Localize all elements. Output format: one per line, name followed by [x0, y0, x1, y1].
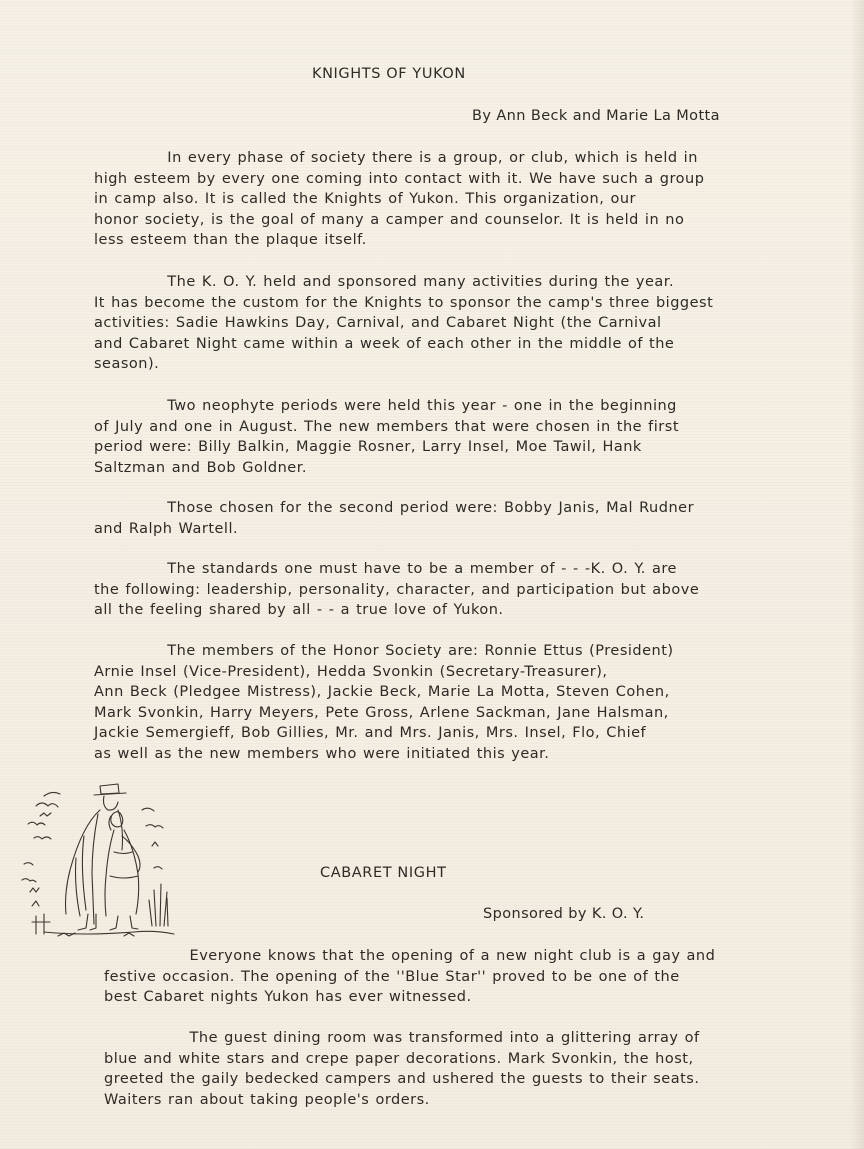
page-edge-shadow: [850, 0, 864, 1149]
paragraph-intro: In every phase of society there is a group, or club, which is held in high esteem by every one coming into contact with it. We have such a group in camp also. It is called the Knights of Yukon. This organization, our honor society, is the goal of many a camper and counselor. It is held in no less esteem than the plaque itself.: [94, 150, 705, 248]
paragraph-activities: The K. O. Y. held and sponsored many activities during the year. It has become the custom for the Knights to sponsor the camp's three biggest activities: Sadie Hawkins Day, Carnival, and Cabaret Night (the Carnival and Cabaret Night came within a week of each other in the middle of the season).: [94, 274, 714, 372]
article-title: KNIGHTS OF YUKON: [312, 66, 466, 82]
paragraph-cabaret-decor: The guest dining room was transformed into a glittering array of blue and white stars and crepe paper decorations. Mark Svonkin, the host, greeted the gaily bedecked campers and ushered the guests to their seats. Waiters ran about taking people's orders.: [104, 1030, 700, 1108]
paragraph-neophyte-periods: Two neophyte periods were held this year - one in the beginning of July and one in August. The new members that were chosen in the first period were: Billy Balkin, Maggie Rosner, Larry Insel, Moe Tawil, Hank Saltzman and Bob Goldner.: [94, 398, 679, 476]
section-sponsor: Sponsored by K. O. Y.: [483, 906, 645, 922]
paragraph-members: The members of the Honor Society are: Ronnie Ettus (President) Arnie Insel (Vice-President), Hedda Svonkin (Secretary-Treasurer), Ann Beck (Pledgee Mistress), Jackie Beck, Marie La Motta, Steven Cohen, Mark Svonkin, Harry Meyers, Pete Gross, Arlene Sackman, Jane Halsman, Jackie Semergieff, Bob Gillies, Mr. and Mrs. Janis, Mrs. Insel, Flo, Chief as well as the new members who were initiated this year.: [94, 643, 674, 762]
section-title-cabaret: CABARET NIGHT: [320, 865, 447, 881]
paragraph-second-period: Those chosen for the second period were: Bobby Janis, Mal Rudner and Ralph Wartell.: [94, 500, 695, 537]
paragraph-cabaret-opening: Everyone knows that the opening of a new night club is a gay and festive occasion. The opening of the ''Blue Star'' proved to be one of the best Cabaret nights Yukon has ever witnessed.: [104, 948, 716, 1005]
couple-sketch-icon: [14, 776, 184, 948]
article-byline: By Ann Beck and Marie La Motta: [472, 108, 720, 124]
paragraph-standards: The standards one must have to be a member of - - -K. O. Y. are the following: leadership, personality, character, and participation but above all the feeling shared by all - - a true love of Yukon.: [94, 561, 700, 618]
